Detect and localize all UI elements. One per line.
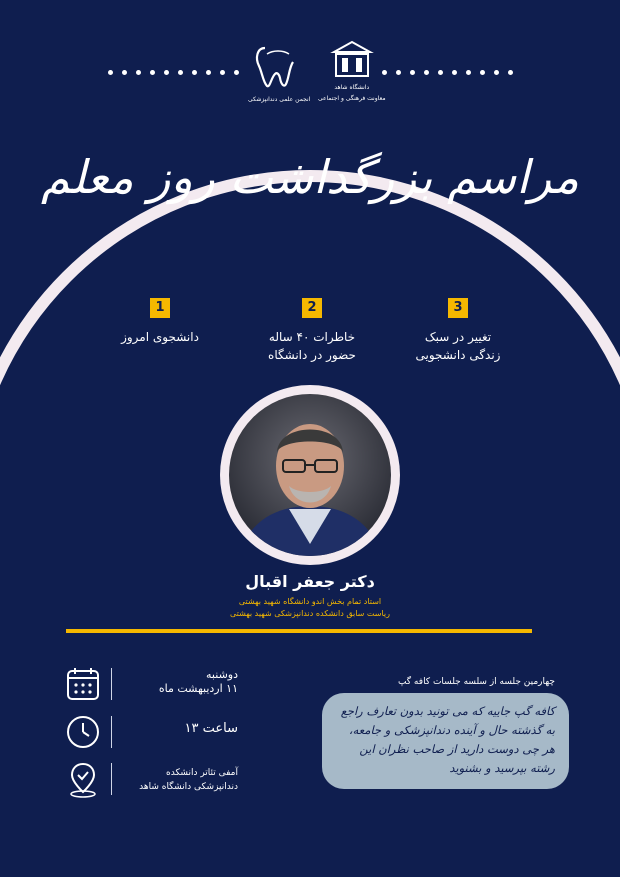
speaker-role-1: استاد تمام بخش اندو دانشگاه شهید بهشتی bbox=[238, 597, 382, 606]
event-date-text: ۱۱ اردیبهشت ماه bbox=[158, 682, 238, 695]
event-place bbox=[118, 766, 238, 794]
info-bubble: کافه گپ جاییه که می تونید بدون تعارف راجع به گذشته حال و آینده دندانپزشکی و جامعه، هر چی دوست دارید از صاحب نظران این رشته بپرسید و بشنوید bbox=[322, 693, 569, 789]
dots-right bbox=[382, 70, 513, 75]
clock-separator bbox=[111, 716, 112, 748]
event-date bbox=[118, 668, 238, 696]
page-title: مراسم بزرگداشت روز معلم bbox=[40, 150, 580, 204]
university-logo-icon bbox=[330, 40, 374, 80]
topic-1 bbox=[80, 296, 240, 346]
topic-text: تغییر در سبک زندگی دانشجویی bbox=[415, 330, 501, 362]
calendar-separator bbox=[111, 668, 112, 700]
tooth-logo-caption: انجمن علمی دندانپزشکی bbox=[248, 96, 311, 103]
topic-2 bbox=[232, 296, 392, 364]
event-place-1: آمفی تئاتر دانشکده bbox=[166, 768, 238, 778]
series-text: چهارمین جلسه از سلسه جلسات کافه گپ bbox=[397, 677, 555, 687]
topic-text: خاطرات ۴۰ ساله حضور در دانشگاه bbox=[268, 330, 356, 362]
topic-number: 3 bbox=[448, 298, 468, 318]
event-place-2: دندانپزشکی دانشگاه شاهد bbox=[139, 782, 238, 792]
speaker-photo bbox=[229, 394, 391, 556]
location-separator bbox=[111, 763, 112, 795]
dots-left bbox=[108, 70, 239, 75]
tooth-logo-icon bbox=[253, 40, 305, 92]
calendar-icon bbox=[64, 665, 102, 703]
topic-text: دانشجوی امروز bbox=[121, 330, 199, 344]
divider bbox=[66, 629, 532, 633]
location-icon bbox=[64, 760, 102, 798]
university-logo bbox=[318, 40, 386, 102]
event-day: دوشنبه bbox=[206, 668, 238, 681]
tooth-logo bbox=[248, 40, 310, 103]
topic-3 bbox=[378, 296, 538, 364]
topic-number: 1 bbox=[150, 298, 170, 318]
speaker-name: دکتر جعفر اقبال bbox=[245, 572, 375, 591]
topic-number: 2 bbox=[302, 298, 322, 318]
speaker-role-2: ریاست سابق دانشکده دندانپزشکی شهید بهشتی bbox=[230, 609, 390, 618]
university-logo-caption: دانشگاه شاهد bbox=[334, 84, 370, 91]
university-logo-subcaption: معاونت فرهنگی و اجتماعی bbox=[318, 95, 386, 102]
event-time: ساعت ۱۳ bbox=[184, 721, 238, 736]
clock-icon bbox=[64, 713, 102, 751]
